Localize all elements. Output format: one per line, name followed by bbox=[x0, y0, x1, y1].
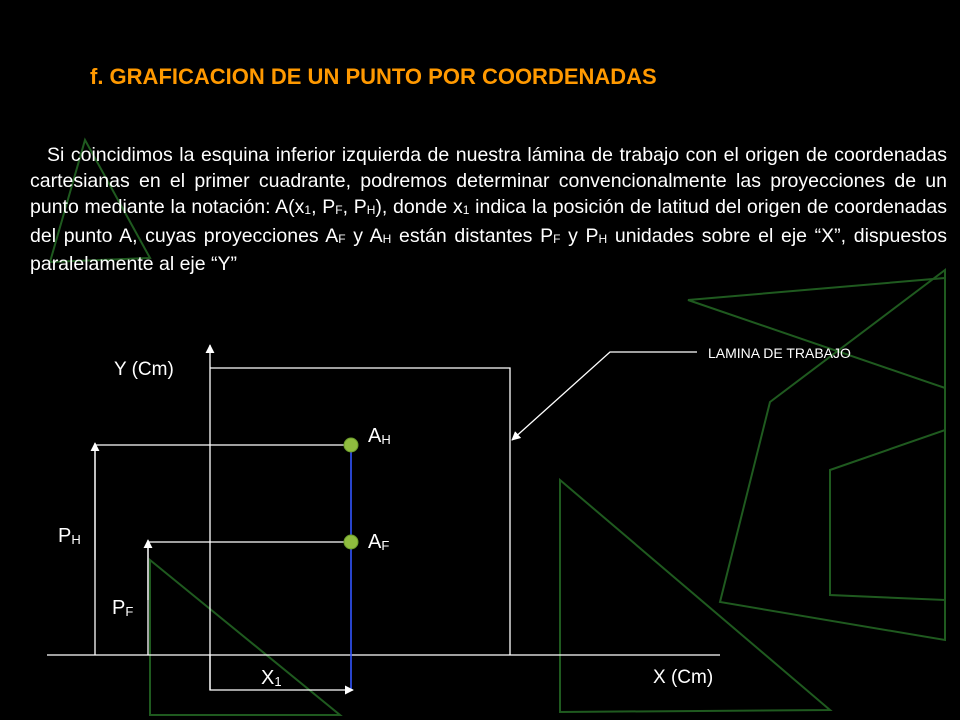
pf-dimension-line bbox=[148, 542, 345, 655]
label-ph: PH bbox=[58, 525, 81, 547]
working-sheet-outline bbox=[210, 368, 510, 655]
label-pf: PF bbox=[112, 597, 134, 619]
sheet-callout-line bbox=[512, 352, 697, 440]
ph-dimension-line bbox=[95, 445, 345, 655]
paragraph-text: indica la posición de latitud del origen de coordenadas del punto A, cuyas proyecciones A bbox=[30, 196, 948, 247]
subscript: H bbox=[366, 203, 376, 218]
paragraph-text: , P bbox=[311, 196, 336, 219]
sheet-callout-label: LAMINA DE TRABAJO bbox=[708, 345, 851, 361]
paragraph-text: , P bbox=[342, 196, 367, 219]
label-x1: X1 bbox=[261, 667, 282, 689]
y-axis-label: Y (Cm) bbox=[114, 359, 174, 380]
paragraph-text: unidades sobre el eje “X”, dispuestos paralelamente al eje “Y” bbox=[30, 224, 947, 275]
subscript: F bbox=[335, 203, 343, 218]
subscript: H bbox=[382, 231, 392, 246]
paragraph-text: ), donde x bbox=[375, 196, 463, 219]
slide-title: f. GRAFICACION DE UN PUNTO POR COORDENADAS bbox=[90, 64, 657, 89]
x-axis-label: X (Cm) bbox=[653, 667, 714, 688]
paragraph-text: y P bbox=[560, 224, 599, 247]
paragraph-text: están distantes P bbox=[391, 224, 554, 247]
subscript: F bbox=[338, 231, 346, 246]
point-af bbox=[344, 535, 358, 549]
subscript: 1 bbox=[304, 203, 312, 218]
label-af: AF bbox=[368, 531, 390, 553]
paragraph-text: Si coincidimos la esquina inferior izquierda de nuestra lámina de trabajo con el origen de coordenadas cartesianas en el primer cuadrante, podremos determinar convencionalmente las proyecciones de un punto mediante la notación: A(x bbox=[30, 144, 947, 219]
subscript: F bbox=[553, 231, 561, 246]
paragraph-text: y A bbox=[345, 224, 383, 247]
subscript: 1 bbox=[462, 203, 470, 218]
label-ah: AH bbox=[368, 425, 391, 447]
subscript: H bbox=[598, 231, 608, 246]
point-ah bbox=[344, 438, 358, 452]
